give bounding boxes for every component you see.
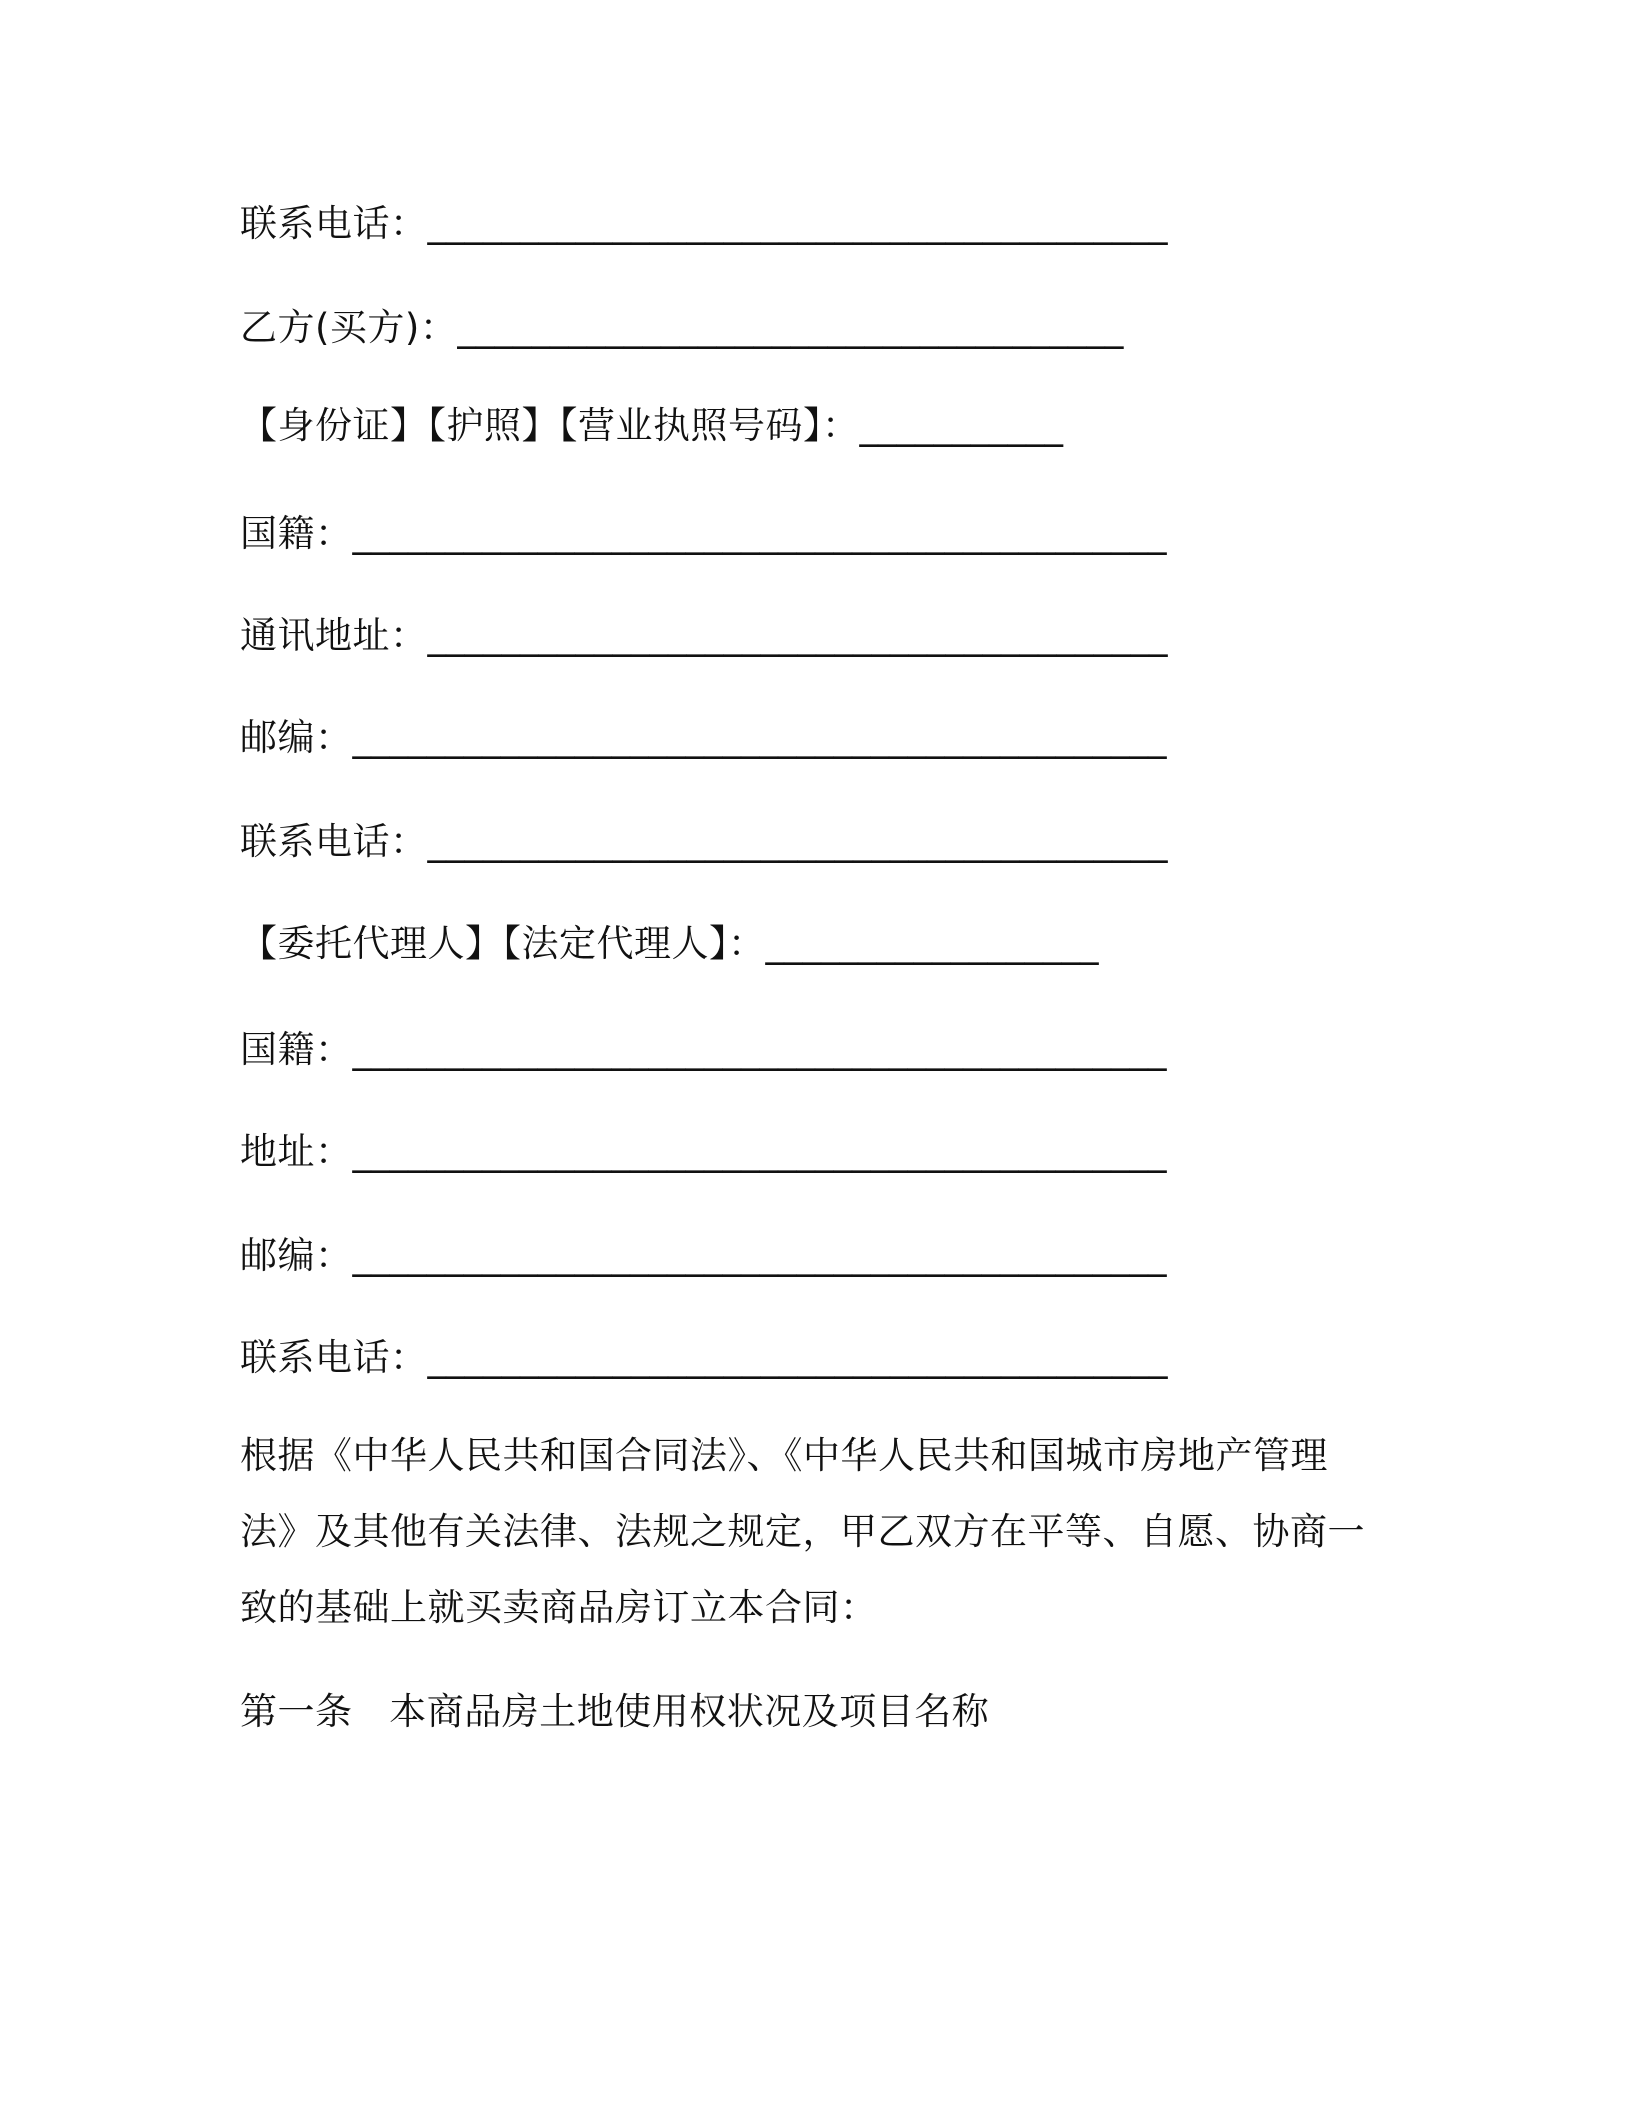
buyer-id-field [240,400,1063,452]
buyer-phone-field [240,816,1168,868]
field-label: 通讯地址： [240,614,428,657]
field-label: 联系电话： [240,202,428,245]
agent-nationality-field [240,1024,1167,1076]
preamble-paragraph: 根据《中华人民共和国合同法》、《中华人民共和国城市房地产管理法》及其他有关法律、法规之规定，甲乙双方在平等、自愿、协商一致的基础上就买卖商品房订立本合同： [240,1434,1365,1629]
agent-field [240,918,1099,970]
blank-line: ____________________________________________ [352,1234,1167,1277]
blank-line: ________________________________________ [427,202,1168,245]
agent-address-field [240,1126,1167,1178]
field-label: 邮编： [240,1234,353,1277]
blank-line: ____________________________________________ [352,1130,1167,1173]
agent-postcode-field [240,1230,1167,1282]
buyer-address-field [240,610,1168,662]
blank-line: ____________________________________________ [352,512,1167,555]
article-number: 第一条 [240,1690,353,1733]
field-label: 【身份证】【护照】【营业执照号码】： [240,404,860,447]
buyer-postcode-field [240,712,1167,764]
seller-phone-field [240,198,1168,250]
blank-line: ________________________________________ [427,614,1168,657]
blank-line: ____________________________________________ [352,1028,1167,1071]
article-heading [240,1686,989,1738]
buyer-nationality-field [240,508,1167,560]
buyer-field [240,302,1123,354]
blank-line: ____________________________________________ [352,716,1167,759]
blank-line: ________________________________________ [427,1336,1168,1379]
blank-line: ________________________________________ [427,820,1168,863]
blank-line: __________________ [765,922,1099,965]
field-label: 国籍： [240,1028,353,1071]
field-label: 联系电话： [240,1336,428,1379]
agent-phone-field [240,1332,1168,1384]
blank-line: ___________ [859,404,1063,447]
blank-line: ____________________________________ [457,306,1124,349]
field-label: 【委托代理人】【法定代理人】： [240,922,766,965]
field-label: 地址： [240,1130,353,1173]
field-label: 乙方(买方)： [240,306,458,349]
article-title: 本商品房土地使用权状况及项目名称 [389,1690,990,1733]
field-label: 邮编： [240,716,353,759]
field-label: 国籍： [240,512,353,555]
field-label: 联系电话： [240,820,428,863]
